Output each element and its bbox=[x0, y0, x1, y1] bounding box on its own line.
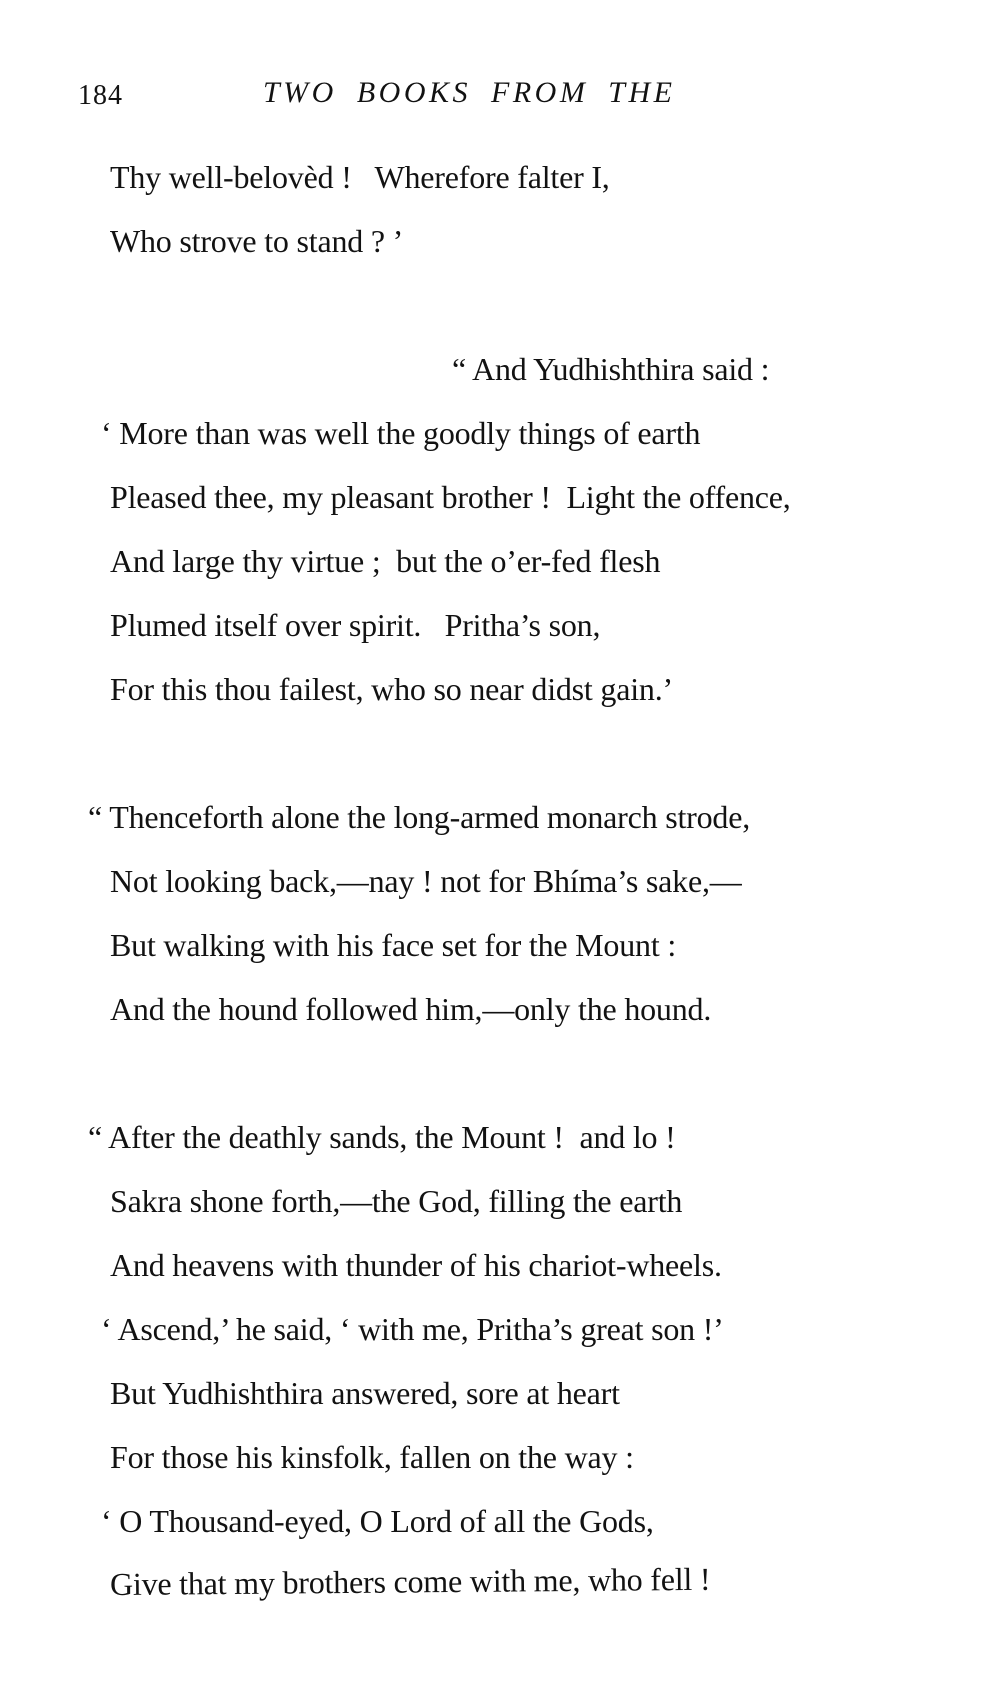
poem-line: “ After the deathly sands, the Mount ! and lo ! bbox=[88, 1119, 676, 1155]
stanza bbox=[0, 337, 1000, 721]
poem bbox=[0, 145, 1000, 1617]
poem-line: ‘ O Thousand-eyed, O Lord of all the Gods, bbox=[101, 1503, 654, 1539]
poem-line: Thy well-belovèd ! Wherefore falter I, bbox=[110, 159, 610, 195]
stanza bbox=[0, 145, 1000, 273]
poem-line: And the hound followed him,—only the hound. bbox=[110, 991, 712, 1027]
poem-line: And heavens with thunder of his chariot-wheels. bbox=[110, 1247, 722, 1283]
poem-line: ‘ Ascend,’ he said, ‘ with me, Pritha’s great son !’ bbox=[101, 1311, 724, 1347]
stanza bbox=[0, 785, 1000, 1041]
poem-line: Sakra shone forth,—the God, filling the earth bbox=[110, 1183, 683, 1219]
poem-line: But Yudhishthira answered, sore at heart bbox=[110, 1375, 620, 1411]
poem-line: For this thou failest, who so near didst gain.’ bbox=[110, 671, 673, 707]
poem-line: “ And Yudhishthira said : bbox=[452, 351, 770, 387]
poem-line: Not looking back,—nay ! not for Bhíma’s sake,— bbox=[110, 863, 742, 899]
poem-line: Give that my brothers come with me, who fell ! bbox=[109, 1560, 711, 1603]
page-number: 184 bbox=[78, 80, 123, 111]
stanza bbox=[0, 1105, 1000, 1617]
poem-line: But walking with his face set for the Mount : bbox=[110, 927, 677, 963]
poem-line: Who strove to stand ? ’ bbox=[110, 223, 404, 259]
poem-line: Plumed itself over spirit. Pritha’s son, bbox=[110, 607, 601, 643]
poem-line: For those his kinsfolk, fallen on the way : bbox=[110, 1439, 634, 1475]
poem-line: Pleased thee, my pleasant brother ! Light the offence, bbox=[110, 479, 791, 515]
running-title: TWO BOOKS FROM THE bbox=[263, 76, 676, 109]
poem-line: “ Thenceforth alone the long-armed monarch strode, bbox=[88, 799, 751, 835]
poem-line: And large thy virtue ; but the o’er-fed flesh bbox=[110, 543, 661, 579]
poem-line: ‘ More than was well the goodly things of earth bbox=[101, 415, 701, 451]
